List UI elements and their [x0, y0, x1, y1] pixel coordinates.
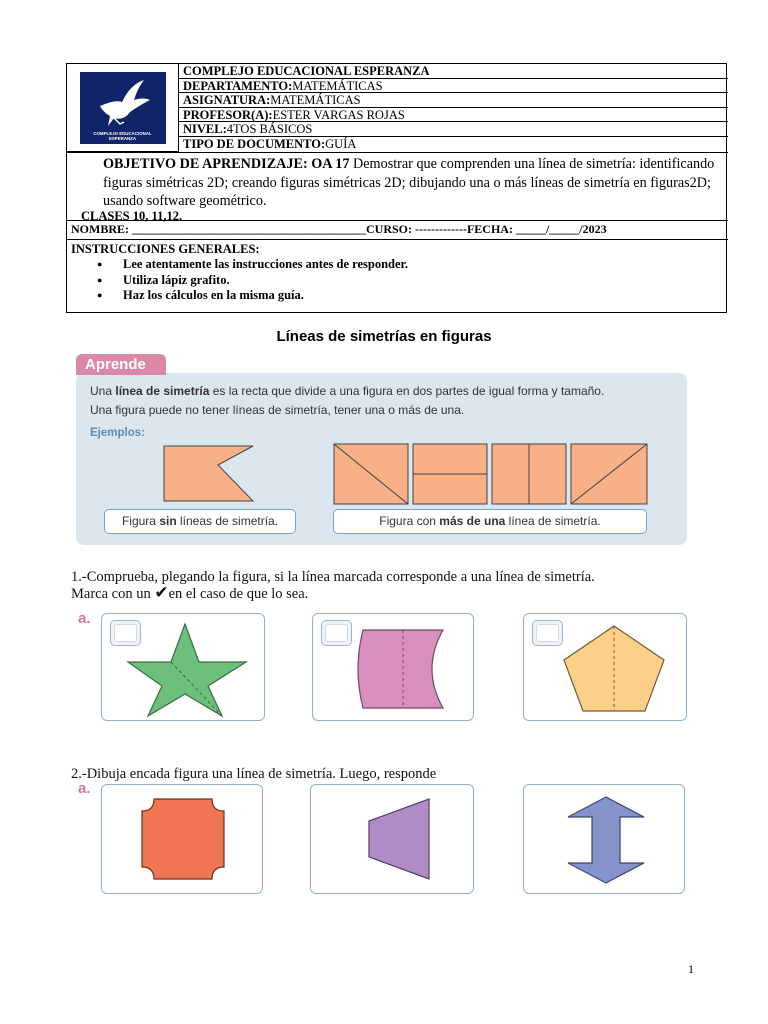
label-1-bold: sin — [159, 514, 177, 528]
tipo-value: GUÍA — [325, 137, 357, 151]
trapezoid-shape — [367, 797, 433, 881]
instrucciones-title: INSTRUCCIONES GENERALES: — [71, 242, 260, 256]
logo-cell — [67, 64, 179, 152]
objetivo-label: OBJETIVO DE APRENDIZAJE: OA 17 — [103, 156, 350, 172]
asignatura-label: ASIGNATURA: — [183, 93, 271, 108]
nombre-curso-fecha-line[interactable]: NOMBRE: _______________________________________CURSO: -------------FECHA: _____/_____/2023 — [67, 220, 728, 240]
tipo-label: TIPO DE DOCUMENTO: — [183, 137, 326, 151]
label-2-pre: Figura con — [379, 514, 440, 528]
profesor-value: ESTER VARGAS ROJAS — [272, 107, 405, 122]
header-tipo-row — [179, 137, 728, 152]
q1-letter: a. — [78, 610, 91, 627]
checkmark-icon: ✔ — [154, 583, 169, 602]
symmetric-squares — [333, 443, 649, 505]
pentagon-shape — [562, 624, 666, 714]
label-1-post: líneas de simetría. — [176, 514, 279, 528]
nivel-value: 4TOS BÁSICOS — [226, 122, 313, 137]
page-title: Líneas de simetrías en figuras — [276, 328, 492, 345]
label-2-bold: más de una — [439, 514, 506, 528]
q1-checkbox-arc[interactable] — [321, 620, 352, 646]
objetivo-text — [103, 155, 723, 211]
asymmetric-shape — [163, 445, 255, 503]
q2-line-1: 2.-Dibuja encada figura una línea de simetría. Luego, responde — [71, 766, 437, 782]
aprende-line-1-post: es la recta que divide a una figura en dos partes de igual forma y tamaño. — [209, 384, 605, 398]
star-shape — [126, 622, 248, 718]
departamento-value: MATEMÁTICAS — [292, 78, 383, 93]
page-number: 1 — [688, 962, 694, 976]
double-arrow-shape — [566, 795, 646, 885]
aprende-line-1-pre: Una — [90, 384, 116, 398]
aprende-tab: Aprende — [76, 354, 166, 375]
label-mas-de-una — [333, 509, 647, 534]
school-logo — [80, 72, 166, 144]
header-departamento-row — [179, 79, 728, 94]
q1-line-2-pre: Marca con un — [71, 586, 155, 602]
objetivo-body: Demostrar que comprenden una línea de simetría: identificando figuras simétricas 2D; creando figuras simétricas 2D; dibujando una o más líneas de simetría en figuras2D; usando software geométrico. — [103, 156, 715, 209]
octagon-shape — [140, 797, 226, 881]
q2-card-octagon[interactable] — [101, 784, 263, 894]
q2-letter: a. — [78, 780, 91, 797]
clases-label: CLASES 10, 11,12. — [81, 209, 183, 223]
departamento-label: DEPARTAMENTO: — [183, 78, 293, 93]
ejemplos-label: Ejemplos: — [90, 427, 145, 439]
logo-text-2: ESPERANZA — [108, 135, 137, 141]
header-table — [66, 63, 727, 313]
nivel-label: NIVEL: — [183, 122, 227, 137]
asignatura-value: MATEMÁTICAS — [270, 93, 361, 108]
instrucciones-list — [97, 257, 408, 304]
arc-shape — [355, 628, 445, 710]
aprende-line-1 — [90, 384, 604, 398]
q1-card-arc — [312, 613, 474, 721]
q1-line-2-post: en el caso de que lo sea. — [168, 586, 309, 602]
q1-line-1: 1.-Comprueba, plegando la figura, si la línea marcada corresponde a una línea de simetría. — [71, 569, 595, 585]
header-asignatura-row — [179, 93, 728, 108]
label-sin-simetria — [104, 509, 296, 534]
q1-line-2 — [71, 584, 308, 603]
q2-card-arrow[interactable] — [523, 784, 685, 894]
list-item: ● Lee atentamente las instrucciones antes de responder. — [97, 257, 408, 273]
school-name: COMPLEJO EDUCACIONAL ESPERANZA — [183, 64, 430, 78]
list-item: ● Haz los cálculos en la misma guía. — [97, 288, 408, 304]
list-item: ● Utiliza lápiz grafito. — [97, 273, 408, 289]
q1-checkbox-pentagon[interactable] — [532, 620, 563, 646]
aprende-line-2: Una figura puede no tener líneas de simetría, tener una o más de una. — [90, 403, 465, 417]
aprende-line-1-bold: línea de simetría — [115, 384, 210, 398]
profesor-label: PROFESOR(A): — [183, 107, 273, 122]
label-1-pre: Figura — [121, 514, 160, 528]
header-school-row — [179, 64, 728, 79]
q1-card-star — [101, 613, 265, 721]
label-2-post: línea de simetría. — [505, 514, 601, 528]
q2-card-trapezoid[interactable] — [310, 784, 474, 894]
q1-card-pentagon — [523, 613, 687, 721]
header-nivel-row — [179, 122, 728, 137]
aprende-box — [76, 373, 687, 545]
header-profesor-row — [179, 108, 728, 123]
objetivo-section — [67, 152, 728, 302]
logo-text-1: COMPLEJO EDUCACIONAL — [93, 130, 152, 136]
